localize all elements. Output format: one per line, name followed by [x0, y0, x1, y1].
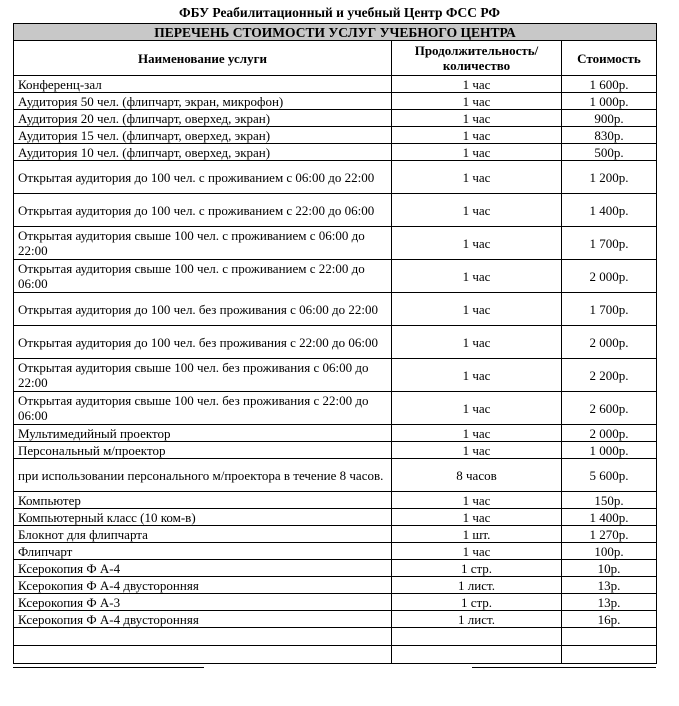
- duration-cell: 1 лист.: [392, 577, 562, 594]
- table-row: [14, 76, 657, 93]
- service-name-cell: Аудитория 10 чел. (флипчарт, оверхед, экран): [14, 144, 392, 161]
- table-row-empty: [14, 646, 657, 664]
- price-cell: 1 200р.: [562, 161, 657, 194]
- table-row: [14, 577, 657, 594]
- table-row: [14, 392, 657, 425]
- table-row: [14, 526, 657, 543]
- service-name-cell: Ксерокопия Ф А-3: [14, 594, 392, 611]
- price-cell: 2 200р.: [562, 359, 657, 392]
- duration-cell: 1 час: [392, 127, 562, 144]
- empty-cell: [14, 628, 392, 646]
- duration-cell: 1 час: [392, 260, 562, 293]
- duration-cell: 1 шт.: [392, 526, 562, 543]
- price-cell: 1 700р.: [562, 293, 657, 326]
- table-row: [14, 594, 657, 611]
- service-name-cell: Открытая аудитория свыше 100 чел. с проживанием с 06:00 до 22:00: [14, 227, 392, 260]
- table-row: [14, 227, 657, 260]
- table-banner-row: [14, 24, 657, 41]
- price-cell: 830р.: [562, 127, 657, 144]
- price-cell: 1 000р.: [562, 93, 657, 110]
- table-row: [14, 442, 657, 459]
- duration-cell: 1 час: [392, 144, 562, 161]
- service-name-cell: Компьютер: [14, 492, 392, 509]
- duration-cell: 1 час: [392, 194, 562, 227]
- service-name-cell: Открытая аудитория свыше 100 чел. без проживания с 06:00 до 22:00: [14, 359, 392, 392]
- duration-cell: 1 стр.: [392, 560, 562, 577]
- service-name-cell: Ксерокопия Ф А-4: [14, 560, 392, 577]
- service-name-cell: Конференц-зал: [14, 76, 392, 93]
- table-row: [14, 326, 657, 359]
- service-name-cell: Открытая аудитория свыше 100 чел. с проживанием с 22:00 до 06:00: [14, 260, 392, 293]
- price-cell: 13р.: [562, 577, 657, 594]
- table-row: [14, 425, 657, 442]
- service-name-cell: Аудитория 15 чел. (флипчарт, оверхед, экран): [14, 127, 392, 144]
- table-row-empty: [14, 628, 657, 646]
- table-row: [14, 543, 657, 560]
- empty-cell: [562, 628, 657, 646]
- table-row: [14, 144, 657, 161]
- table-row: [14, 459, 657, 492]
- empty-cell: [392, 646, 562, 664]
- price-cell: 5 600р.: [562, 459, 657, 492]
- table-header-row: [14, 41, 657, 76]
- service-name-cell: Ксерокопия Ф А-4 двусторонняя: [14, 611, 392, 628]
- duration-cell: 1 час: [392, 442, 562, 459]
- price-cell: 100р.: [562, 543, 657, 560]
- service-name-cell: Мультимедийный проектор: [14, 425, 392, 442]
- duration-cell: 1 час: [392, 509, 562, 526]
- price-cell: 10р.: [562, 560, 657, 577]
- empty-cell: [14, 646, 392, 664]
- price-cell: 16р.: [562, 611, 657, 628]
- table-row: [14, 359, 657, 392]
- table-row: [14, 509, 657, 526]
- table-row: [14, 110, 657, 127]
- service-name-cell: Аудитория 20 чел. (флипчарт, оверхед, экран): [14, 110, 392, 127]
- service-name-cell: Флипчарт: [14, 543, 392, 560]
- table-row: [14, 492, 657, 509]
- service-name-cell: Открытая аудитория свыше 100 чел. без проживания с 22:00 до 06:00: [14, 392, 392, 425]
- price-cell: 1 000р.: [562, 442, 657, 459]
- price-cell: 150р.: [562, 492, 657, 509]
- price-cell: 500р.: [562, 144, 657, 161]
- service-name-cell: Ксерокопия Ф А-4 двусторонняя: [14, 577, 392, 594]
- duration-cell: 1 час: [392, 326, 562, 359]
- price-table: [13, 23, 657, 664]
- price-cell: 2 000р.: [562, 326, 657, 359]
- price-cell: 1 600р.: [562, 76, 657, 93]
- table-row: [14, 260, 657, 293]
- price-cell: 13р.: [562, 594, 657, 611]
- duration-cell: 1 час: [392, 110, 562, 127]
- table-row: [14, 611, 657, 628]
- price-cell: 900р.: [562, 110, 657, 127]
- service-name-cell: Открытая аудитория до 100 чел. без проживания с 22:00 до 06:00: [14, 326, 392, 359]
- document-title: ФБУ Реабилитационный и учебный Центр ФСС РФ: [179, 5, 500, 20]
- price-cell: 1 270р.: [562, 526, 657, 543]
- service-name-cell: Компьютерный класс (10 ком-в): [14, 509, 392, 526]
- duration-cell: 1 час: [392, 93, 562, 110]
- service-name-cell: Открытая аудитория до 100 чел. с проживанием с 22:00 до 06:00: [14, 194, 392, 227]
- duration-cell: 1 лист.: [392, 611, 562, 628]
- table-row: [14, 161, 657, 194]
- column-header-name: Наименование услуги: [14, 41, 392, 76]
- duration-cell: 1 час: [392, 161, 562, 194]
- duration-cell: 1 час: [392, 392, 562, 425]
- table-banner: ПЕРЕЧЕНЬ СТОИМОСТИ УСЛУГ УЧЕБНОГО ЦЕНТРА: [14, 24, 657, 41]
- price-cell: 1 700р.: [562, 227, 657, 260]
- service-name-cell: при использовании персонального м/проектора в течение 8 часов.: [14, 459, 392, 492]
- price-cell: 1 400р.: [562, 509, 657, 526]
- table-row: [14, 194, 657, 227]
- duration-cell: 1 час: [392, 492, 562, 509]
- footer-line-left: [13, 667, 204, 668]
- column-header-duration: Продолжительность/ количество: [392, 41, 562, 76]
- table-row: [14, 93, 657, 110]
- price-cell: 2 000р.: [562, 260, 657, 293]
- table-row: [14, 127, 657, 144]
- duration-cell: 1 час: [392, 425, 562, 442]
- duration-cell: 8 часов: [392, 459, 562, 492]
- service-name-cell: Персональный м/проектор: [14, 442, 392, 459]
- duration-cell: 1 час: [392, 359, 562, 392]
- column-header-price: Стоимость: [562, 41, 657, 76]
- footer-line-right: [472, 667, 656, 668]
- price-cell: 2 600р.: [562, 392, 657, 425]
- service-name-cell: Аудитория 50 чел. (флипчарт, экран, микрофон): [14, 93, 392, 110]
- empty-cell: [562, 646, 657, 664]
- empty-cell: [392, 628, 562, 646]
- price-cell: 1 400р.: [562, 194, 657, 227]
- duration-cell: 1 стр.: [392, 594, 562, 611]
- price-cell: 2 000р.: [562, 425, 657, 442]
- duration-cell: 1 час: [392, 76, 562, 93]
- duration-cell: 1 час: [392, 293, 562, 326]
- duration-cell: 1 час: [392, 543, 562, 560]
- service-name-cell: Блокнот для флипчарта: [14, 526, 392, 543]
- table-row: [14, 560, 657, 577]
- duration-cell: 1 час: [392, 227, 562, 260]
- service-name-cell: Открытая аудитория до 100 чел. с проживанием с 06:00 до 22:00: [14, 161, 392, 194]
- table-row: [14, 293, 657, 326]
- service-name-cell: Открытая аудитория до 100 чел. без проживания с 06:00 до 22:00: [14, 293, 392, 326]
